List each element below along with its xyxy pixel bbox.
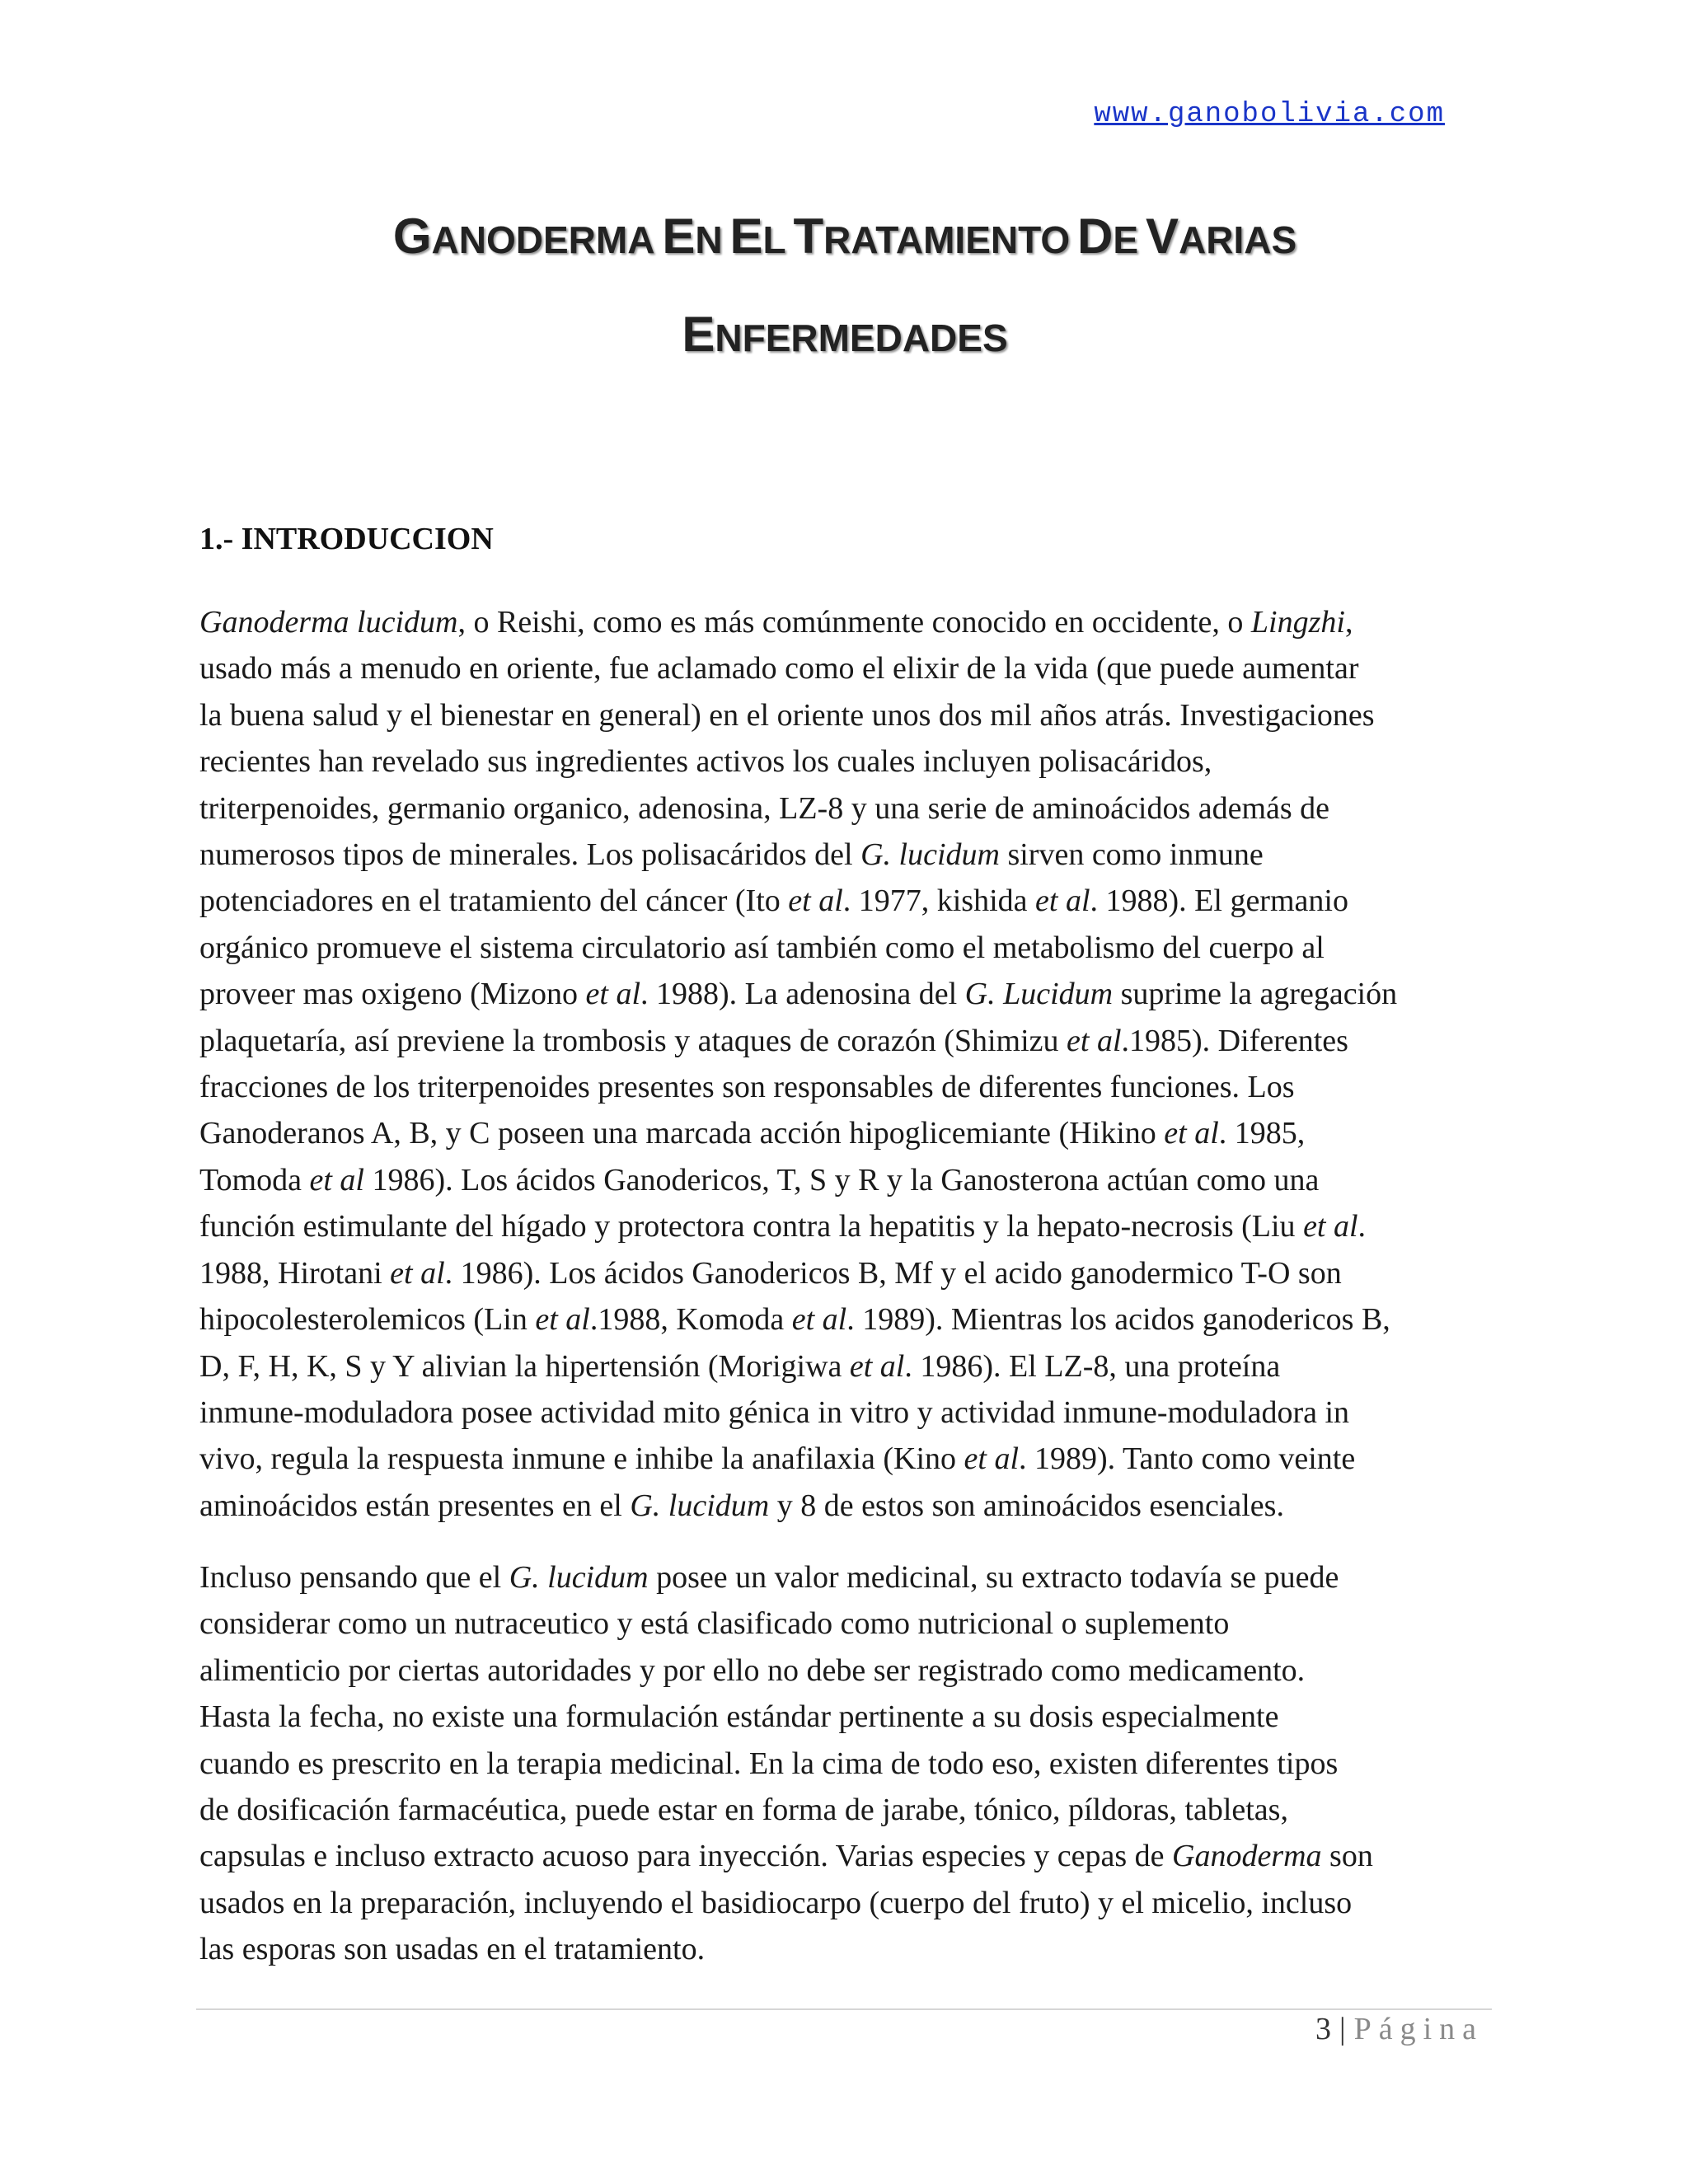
text-run: 1986). Los ácidos Ganodericos, T, S y R y la Ganosterona actúan como una <box>363 1162 1320 1197</box>
section-heading: 1.- INTRODUCCION <box>199 522 494 556</box>
text-run: y 8 de estos son aminoácidos esenciales. <box>769 1488 1284 1523</box>
text-line <box>199 738 1502 785</box>
italic-text: G. lucidum <box>509 1560 649 1595</box>
text-line <box>199 1647 1502 1694</box>
text-run: inmune-moduladora posee actividad mito génica in vitro y actividad inmune-moduladora in <box>199 1394 1350 1430</box>
page-number: 3 <box>1315 2012 1331 2046</box>
italic-text: Ganoderma lucidum <box>199 605 458 640</box>
text-run: función estimulante del hígado y protectora contra la hepatitis y la hepato-necrosis (Liu <box>199 1209 1304 1244</box>
italic-text: et al <box>788 883 843 919</box>
text-line <box>199 1926 1502 1972</box>
italic-text: et al <box>849 1348 905 1384</box>
page-label: Página <box>1353 2012 1484 2046</box>
text-line <box>199 1296 1502 1343</box>
document-title <box>198 191 1492 387</box>
text-run: fracciones de los triterpenoides presentes son responsables de diferentes funciones. Los <box>199 1070 1295 1105</box>
text-line <box>199 1694 1502 1740</box>
text-run: considerar como un nutraceutico y está clasificado como nutricional o suplemento <box>199 1606 1230 1642</box>
italic-text: et al <box>390 1255 445 1291</box>
text-line <box>199 1483 1502 1529</box>
text-run: recientes han revelado sus ingredientes activos los cuales incluyen polisacáridos, <box>199 744 1212 780</box>
title-word-rest: NFERMEDADES <box>715 316 1008 359</box>
text-run: usado más a menudo en oriente, fue aclamado como el elixir de la vida (que puede aumentar <box>199 651 1359 687</box>
text-run: Ganoderanos A, B, y C poseen una marcada acción hipoglicemiante (Hikino <box>199 1116 1165 1151</box>
italic-text: et al <box>1067 1023 1122 1058</box>
text-run: .1985). Diferentes <box>1121 1023 1348 1058</box>
title-word-initial: V <box>1145 209 1179 264</box>
text-line <box>199 785 1502 832</box>
italic-text: G. lucidum <box>860 837 1000 873</box>
italic-text: G. Lucidum <box>964 977 1114 1012</box>
text-line <box>199 1741 1502 1787</box>
text-line <box>199 1064 1502 1110</box>
text-run: , <box>1344 605 1353 640</box>
title-word-initial: E <box>662 209 696 264</box>
text-line <box>199 1390 1502 1436</box>
text-run: aminoácidos están presentes en el <box>199 1488 631 1523</box>
title-word <box>1145 209 1297 264</box>
text-run: . 1988). El germanio <box>1090 883 1348 919</box>
website-link[interactable]: www.ganobolivia.com <box>1094 99 1445 130</box>
text-run: hipocolesterolemicos (Lin <box>199 1302 536 1338</box>
title-word-initial: E <box>682 307 715 362</box>
title-word-rest: E <box>1113 218 1139 261</box>
text-line <box>199 1343 1502 1390</box>
title-line-2 <box>198 289 1492 387</box>
italic-text: et al <box>1164 1116 1219 1151</box>
text-run: suprime la agregación <box>1113 977 1398 1012</box>
title-word-rest: L <box>762 218 786 261</box>
italic-text: et al <box>1303 1209 1358 1244</box>
text-line <box>199 1554 1502 1601</box>
page-footer <box>1154 2011 1484 2047</box>
text-run: usados en la preparación, incluyendo el basidiocarpo (cuerpo del fruto) y el micelio, incluso <box>199 1885 1353 1920</box>
text-run: . 1988). La adenosina del <box>640 977 965 1012</box>
text-run: las esporas son usadas en el tratamiento. <box>199 1932 706 1967</box>
title-word <box>392 209 655 264</box>
text-run: Tomoda <box>199 1162 310 1197</box>
text-run: sirven como inmune <box>999 837 1264 873</box>
title-word <box>1077 209 1139 264</box>
text-run: . 1986). Los ácidos Ganodericos B, Mf y el acido ganodermico T-O son <box>444 1255 1342 1291</box>
text-run: de dosificación farmacéutica, puede estar en forma de jarabe, tónico, píldoras, tabletas, <box>199 1793 1288 1828</box>
text-line <box>199 832 1502 878</box>
italic-text: Ganoderma <box>1172 1839 1322 1874</box>
text-line <box>199 1880 1502 1926</box>
text-run: . 1986). El LZ-8, una proteína <box>904 1348 1281 1384</box>
title-word <box>729 209 786 264</box>
text-run: capsulas e incluso extracto acuoso para inyección. Varias especies y cepas de <box>199 1839 1172 1874</box>
text-run: plaquetaría, así previene la trombosis y ataques de corazón (Shimizu <box>199 1023 1067 1058</box>
text-run: alimenticio por ciertas autoridades y por ello no debe ser registrado como medicamento. <box>199 1652 1306 1688</box>
text-run: cuando es prescrito en la terapia medicinal. En la cima de todo eso, existen diferentes tipos <box>199 1746 1339 1781</box>
title-word-initial: D <box>1077 209 1114 264</box>
text-line <box>199 1110 1502 1156</box>
text-run: Hasta la fecha, no existe una formulación estándar pertinente a su dosis especialmente <box>199 1699 1279 1735</box>
title-word-initial: T <box>793 209 824 264</box>
footer-separator: | <box>1339 2012 1346 2046</box>
italic-text: et al <box>585 977 641 1012</box>
text-run: . 1989). Tanto como veinte <box>1019 1441 1356 1477</box>
italic-text: et al <box>791 1302 847 1338</box>
text-line <box>199 1601 1502 1647</box>
title-word-rest: ARIAS <box>1179 218 1297 261</box>
title-word-initial: G <box>392 209 432 264</box>
title-word <box>793 209 1071 264</box>
title-word-rest: ANODERMA <box>431 218 655 261</box>
italic-text: et al <box>309 1162 364 1197</box>
text-run: .1988, Komoda <box>589 1302 792 1338</box>
text-run: posee un valor medicinal, su extracto todavía se puede <box>648 1560 1339 1595</box>
text-run: triterpenoides, germanio organico, adenosina, LZ-8 y una serie de aminoácidos además de <box>199 790 1330 826</box>
title-word <box>662 209 723 264</box>
text-run: 1988, Hirotani <box>199 1255 391 1291</box>
italic-text: et al <box>964 1441 1019 1477</box>
text-line <box>199 599 1502 645</box>
text-line <box>199 1203 1502 1249</box>
italic-text: Lingzhi <box>1250 605 1345 640</box>
title-word-rest: RATAMIENTO <box>823 218 1071 261</box>
text-run: numerosos tipos de minerales. Los polisacáridos del <box>199 837 861 873</box>
text-run: . 1989). Mientras los acidos ganodericos B, <box>846 1302 1390 1338</box>
text-line <box>199 645 1502 691</box>
title-word-rest: N <box>695 218 723 261</box>
text-run: . <box>1357 1209 1367 1244</box>
text-line <box>199 1833 1502 1879</box>
text-line <box>199 1250 1502 1296</box>
text-line <box>199 1436 1502 1482</box>
text-run: . 1985, <box>1218 1116 1306 1151</box>
title-word-initial: E <box>729 209 763 264</box>
text-run: , o Reishi, como es más comúnmente conocido en occidente, o <box>457 605 1251 640</box>
footer-divider <box>196 2008 1492 2010</box>
title-word <box>682 307 1008 362</box>
text-run: . 1977, kishida <box>842 883 1036 919</box>
text-line <box>199 692 1502 738</box>
text-run: potenciadores en el tratamiento del cáncer (Ito <box>199 883 789 919</box>
text-run: orgánico promueve el sistema circulatorio así también como el metabolismo del cuerpo al <box>199 930 1325 965</box>
introduction-paragraph-1 <box>199 599 1502 1529</box>
text-line <box>199 1157 1502 1203</box>
title-line-1 <box>198 191 1492 289</box>
text-run: la buena salud y el bienestar en general) en el oriente unos dos mil años atrás. Investigaciones <box>199 697 1375 733</box>
italic-text: et al <box>1035 883 1090 919</box>
text-run: son <box>1321 1839 1373 1874</box>
italic-text: G. lucidum <box>630 1488 770 1523</box>
text-line <box>199 1018 1502 1064</box>
text-run: proveer mas oxigeno (Mizono <box>199 977 586 1012</box>
text-line <box>199 925 1502 971</box>
text-line <box>199 971 1502 1017</box>
italic-text: et al <box>535 1302 590 1338</box>
text-run: Incluso pensando que el <box>199 1560 509 1595</box>
text-run: vivo, regula la respuesta inmune e inhibe la anafilaxia (Kino <box>199 1441 964 1477</box>
introduction-paragraph-2 <box>199 1554 1502 1973</box>
text-run: D, F, H, K, S y Y alivian la hipertensión (Morigiwa <box>199 1348 850 1384</box>
text-line <box>199 1787 1502 1833</box>
text-line <box>199 878 1502 924</box>
